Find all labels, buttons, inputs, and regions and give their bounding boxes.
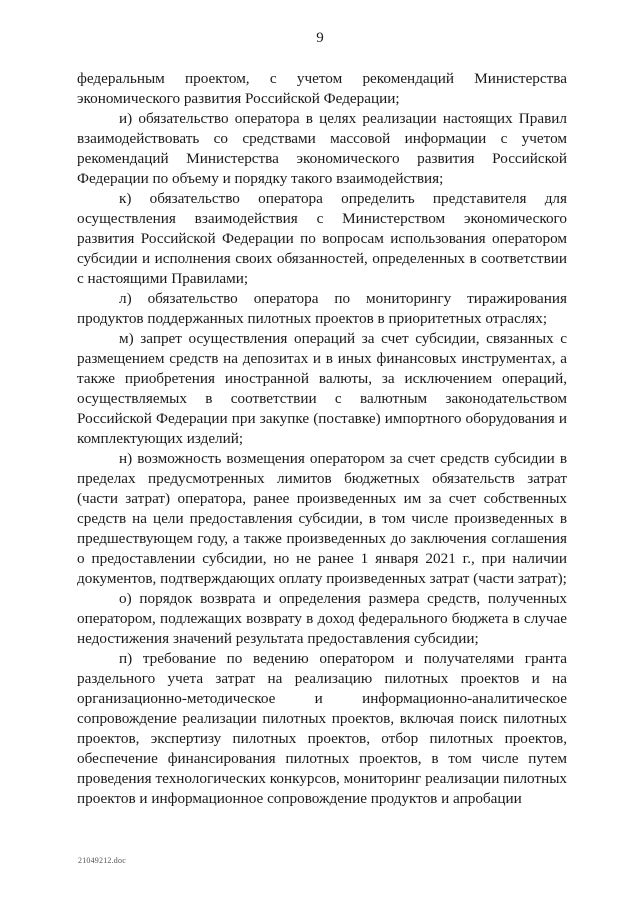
paragraph-item-o: о) порядок возврата и определения размера средств, полученных оператором, подлежащих возврату в доход федерального бюджета в случае недостижения значений результата предоставления субсидии;: [77, 590, 567, 647]
paragraph-item-n: н) возможность возмещения оператором за счет средств субсидии в пределах предусмотренных лимитов бюджетных обязательств затрат (части затрат) оператора, ранее произведенных им за счет собственных средств на цели предоставления субсидии, в том числе произведенных в предшествующем году, а также произведенных до заключения соглашения о предоставлении субсидии, но не ранее 1 января 2021 г., при наличии документов, подтверждающих оплату произведенных затрат (части затрат);: [77, 450, 567, 587]
paragraph-item-k: к) обязательство оператора определить представителя для осуществления взаимодействия с Министерством экономического развития Российской Федерации по вопросам использования оператором субсидии и исполнения своих обязанностей, определенных в соответствии с настоящими Правилами;: [77, 190, 567, 287]
document-body: [77, 69, 567, 809]
paragraph-item-m: м) запрет осуществления операций за счет субсидии, связанных с размещением средств на депозитах и в иных финансовых инструментах, а также приобретения иностранной валюты, за исключением операций, осуществляемых в соответствии с валютным законодательством Российской Федерации при закупке (поставке) импортного оборудования и комплектующих изделий;: [77, 330, 567, 447]
paragraph-item-p: п) требование по ведению оператором и получателями гранта раздельного учета затрат на реализацию пилотных проектов и на организационно-методическое и информационно-аналитическое сопровождение реализации пилотных проектов, включая поиск пилотных проектов, экспертизу пилотных проектов, отбор пилотных проектов, обеспечение финансирования пилотных проектов, в том числе путем проведения технологических конкурсов, мониторинг реализации пилотных проектов и информационное сопровождение продуктов и апробации: [77, 650, 567, 807]
paragraph-item-i: и) обязательство оператора в целях реализации настоящих Правил взаимодействовать со средствами массовой информации с учетом рекомендаций Министерства экономического развития Российской Федерации по объему и порядку такого взаимодействия;: [77, 110, 567, 187]
page-number: 9: [316, 30, 324, 46]
footer-file-code: 21049212.doc: [78, 856, 126, 865]
paragraph-item-l: л) обязательство оператора по мониторингу тиражирования продуктов поддержанных пилотных проектов в приоритетных отраслях;: [77, 290, 567, 327]
paragraph-continuation: федеральным проектом, с учетом рекомендаций Министерства экономического развития Российской Федерации;: [77, 70, 567, 107]
